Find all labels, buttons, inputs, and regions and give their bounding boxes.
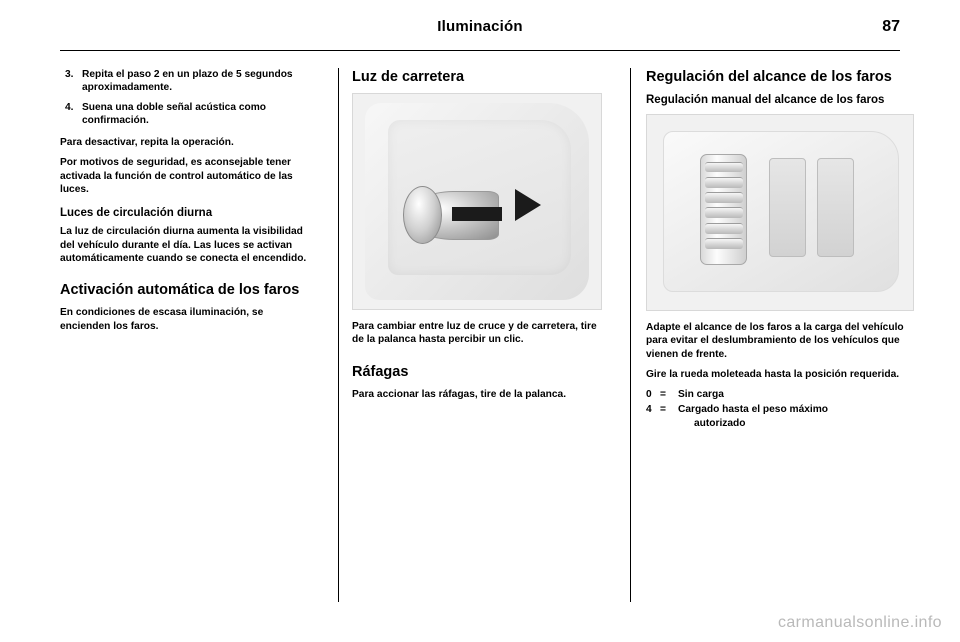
thumbwheel-rib (705, 162, 743, 173)
arrow-right-icon (452, 198, 541, 230)
heading-high-beam: Luz de carretera (352, 69, 465, 85)
header-divider (60, 50, 900, 51)
page-header (60, 18, 900, 48)
setting-value-main: Cargado hasta el peso máximo (678, 404, 829, 416)
step-number: 3. (65, 69, 74, 80)
heading-automatic-headlight-activation: Activación automática de los faros (60, 282, 300, 299)
list-item (646, 388, 914, 401)
heading-manual-headlight-range-adjustment: Regulación manual del alcance de los faros (646, 94, 885, 106)
paragraph-turn-wheel: Gire la rueda moleteada hasta la posición requerida. (646, 368, 900, 380)
setting-key: 0 (646, 389, 652, 401)
paragraph-deactivate: Para desactivar, repita la operación. (60, 137, 234, 149)
procedure-steps (60, 68, 308, 127)
watermark-text: carmanualsonline.info (777, 614, 942, 631)
setting-value-continuation: autorizado (694, 417, 746, 429)
list-item (60, 68, 308, 95)
page-number: 87 (882, 18, 900, 35)
setting-value (678, 403, 914, 430)
thumbwheel-rib (705, 223, 743, 234)
setting-equals: = (660, 404, 666, 416)
setting-key: 4 (646, 404, 652, 416)
dial-slot-right (817, 158, 854, 258)
thumbwheel-shape (700, 154, 747, 265)
paragraph-daytime-running-lights: La luz de circulación diurna aumenta la visibilidad del vehículo durante el día. Las luces se activan automáticamente cuando se conecta el encendido. (60, 226, 307, 264)
step-number: 4. (65, 101, 74, 113)
thumbwheel-rib (705, 238, 743, 249)
paragraph-automatic-headlight-activation: En condiciones de escasa iluminación, se encienden los faros. (60, 307, 264, 332)
page-title: Iluminación (437, 18, 523, 35)
lever-illustration (352, 93, 602, 310)
page-columns (60, 68, 920, 602)
step-text: Suena una doble señal acústica como confirmación. (82, 101, 266, 126)
heading-headlight-flash: Ráfagas (352, 363, 409, 380)
thumbwheel-rib (705, 192, 743, 203)
arrow-head (515, 189, 541, 221)
column-right (646, 68, 914, 602)
heading-daytime-running-lights: Luces de circulación diurna (60, 207, 213, 220)
paragraph-adapt-range: Adapte el alcance de los faros a la carga del vehículo para evitar el deslumbramiento de los vehículos que vienen de frente. (646, 322, 904, 360)
headlight-range-dial-illustration (646, 114, 914, 311)
setting-value: Sin carga (678, 389, 724, 401)
thumbwheel-rib (705, 207, 743, 218)
list-item (60, 101, 308, 128)
setting-equals: = (660, 389, 666, 401)
step-text: Repita el paso 2 en un plazo de 5 segundos aproximadamente. (82, 69, 293, 94)
range-settings-list (646, 388, 914, 430)
paragraph-beam-switch: Para cambiar entre luz de cruce y de carretera, tire de la palanca hasta percibir un clic. (352, 321, 597, 346)
paragraph-safety: Por motivos de seguridad, es aconsejable tener activada la función de control automático de las luces. (60, 157, 293, 196)
column-divider-1 (338, 68, 339, 602)
column-left (60, 68, 308, 602)
dial-slot-left (769, 158, 806, 258)
paragraph-headlight-flash: Para accionar las ráfagas, tire de la palanca. (352, 388, 567, 400)
arrow-shaft (452, 207, 502, 221)
thumbwheel-rib (705, 177, 743, 188)
column-divider-2 (630, 68, 631, 602)
column-middle (352, 68, 602, 602)
lever-cap-shape (403, 186, 442, 244)
list-item (646, 403, 914, 430)
heading-headlight-range-adjustment: Regulación del alcance de los faros (646, 69, 892, 85)
